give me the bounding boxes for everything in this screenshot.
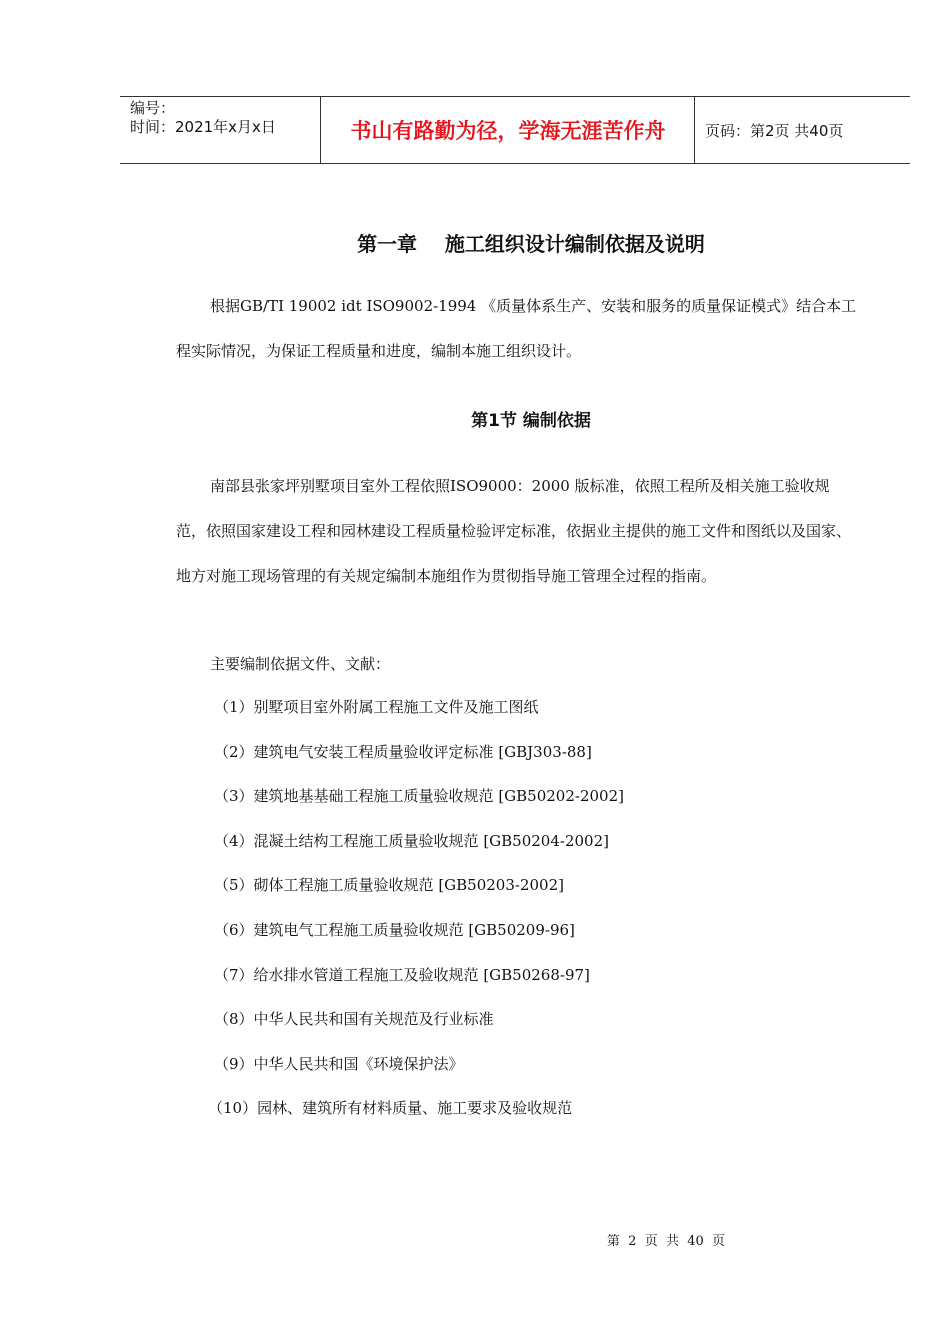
list-item: （10）园林、建筑所有材料质量、施工要求及验收规范 [208,1099,573,1118]
list-item: （3）建筑地基基础工程施工质量验收规范 [GB50202-2002] [214,787,624,806]
time-label: 时间：2021年x月x日 [130,118,276,136]
documents-list [208,696,624,1142]
list-item: （4）混凝土结构工程施工质量验收规范 [GB50204-2002] [214,831,609,850]
list-item: （8）中华人民共和国有关规范及行业标准 [214,1010,494,1029]
list-intro: 主要编制依据文件、文献： [210,655,391,673]
header-page-info: 页码：第2页 共40页 [705,121,844,140]
header-motto: 书山有路勤为径，学海无涯苦作舟 [350,119,666,143]
serial-label: 编号： [130,99,176,117]
page-footer: 第 2 页 共 40 页 [606,1234,726,1249]
list-item: （9）中华人民共和国《环境保护法》 [214,1054,464,1073]
basis-paragraph: 南部县张家坪别墅项目室外工程依照ISO9000：2000 版标准，依照工程所及相关施工验收规范，依照国家建设工程和园林建设工程质量检验评定标准，依据业主提供的施工文件和图纸以及国家、地方对施工现场管理的有关规定编制本施组作为贯彻指导施工管理全过程的指南。 [176,477,852,585]
list-item: （2）建筑电气安装工程质量验收评定标准 [GBJ303-88] [214,742,592,761]
list-item: （7）给水排水管道工程施工及验收规范 [GB50268-97] [214,965,590,984]
intro-paragraph: 根据GB/TI 19002 idt ISO9002-1994 《质量体系生产、安装和服务的质量保证模式》结合本工程实际情况，为保证工程质量和进度，编制本施工组织设计。 [176,297,857,360]
list-item: （5）砌体工程施工质量验收规范 [GB50203-2002] [214,876,564,895]
page-header [120,96,910,164]
chapter-title: 第一章 施工组织设计编制依据及说明 [357,232,705,256]
section-title: 第1节 编制依据 [471,411,591,431]
list-item: （6）建筑电气工程施工质量验收规范 [GB50209-96] [214,920,575,939]
list-item: （1）别墅项目室外附属工程施工文件及施工图纸 [214,698,539,716]
header-meta [130,99,276,137]
